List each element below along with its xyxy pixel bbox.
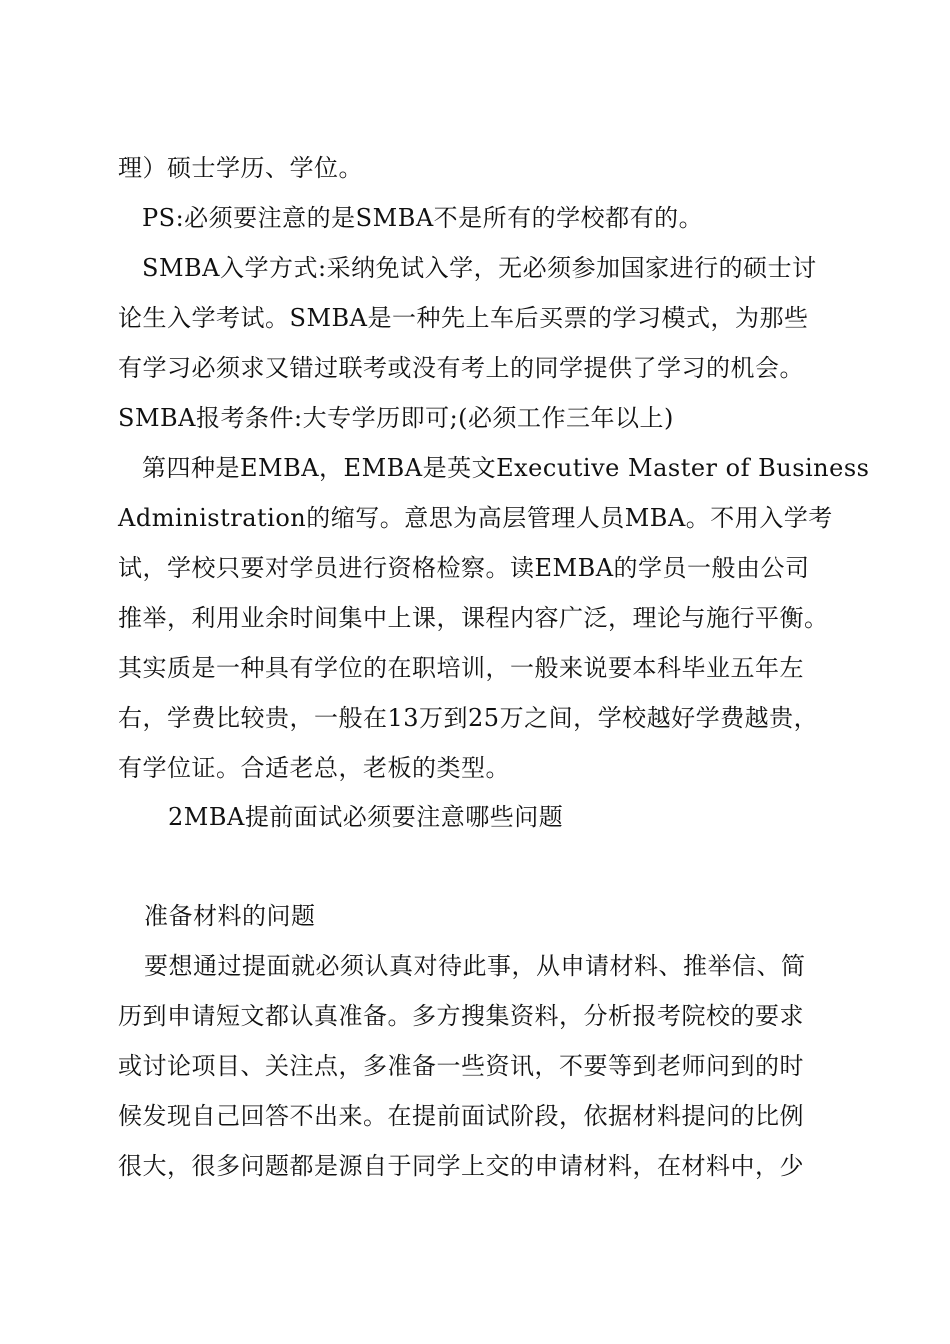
text-line: 要想通过提面就必须认真对待此事，从申请材料、推举信、简	[144, 952, 806, 980]
text-line: 理）硕士学历、学位。	[118, 154, 363, 182]
text-line: 有学习必须求又错过联考或没有考上的同学提供了学习的机会。	[118, 354, 804, 382]
text-line: 右，学费比较贵，一般在13万到25万之间，学校越好学费越贵，	[118, 704, 819, 732]
text-line: 试，学校只要对学员进行资格检察。读EMBA的学员一般由公司	[118, 554, 810, 582]
text-line: 历到申请短文都认真准备。多方搜集资料，分析报考院校的要求	[118, 1002, 804, 1030]
text-line: PS:必须要注意的是SMBA不是所有的学校都有的。	[142, 204, 704, 232]
text-line: SMBA报考条件:大专学历即可;(必须工作三年以上)	[118, 404, 674, 432]
text-line: 其实质是一种具有学位的在职培训，一般来说要本科毕业五年左	[118, 654, 804, 682]
section-heading: 2MBA提前面试必须要注意哪些问题	[168, 803, 564, 831]
subsection-heading: 准备材料的问题	[144, 902, 316, 930]
text-line: 或讨论项目、关注点，多准备一些资讯，不要等到老师问到的时	[118, 1052, 804, 1080]
text-line: SMBA入学方式:采纳免试入学，无必须参加国家进行的硕士讨	[142, 254, 817, 282]
text-line: 论生入学考试。SMBA是一种先上车后买票的学习模式，为那些	[118, 304, 809, 332]
text-line: 第四种是EMBA，EMBA是英文Executive Master of Business	[142, 454, 870, 482]
text-line: 推举，利用业余时间集中上课，课程内容广泛，理论与施行平衡。	[118, 604, 829, 632]
text-line: 有学位证。合适老总，老板的类型。	[118, 754, 510, 782]
text-line: 很大，很多问题都是源自于同学上交的申请材料，在材料中，少	[118, 1152, 804, 1180]
text-line: Administration的缩写。意思为高层管理人员MBA。不用入学考	[118, 504, 833, 532]
text-line: 候发现自己回答不出来。在提前面试阶段，依据材料提问的比例	[118, 1102, 804, 1130]
